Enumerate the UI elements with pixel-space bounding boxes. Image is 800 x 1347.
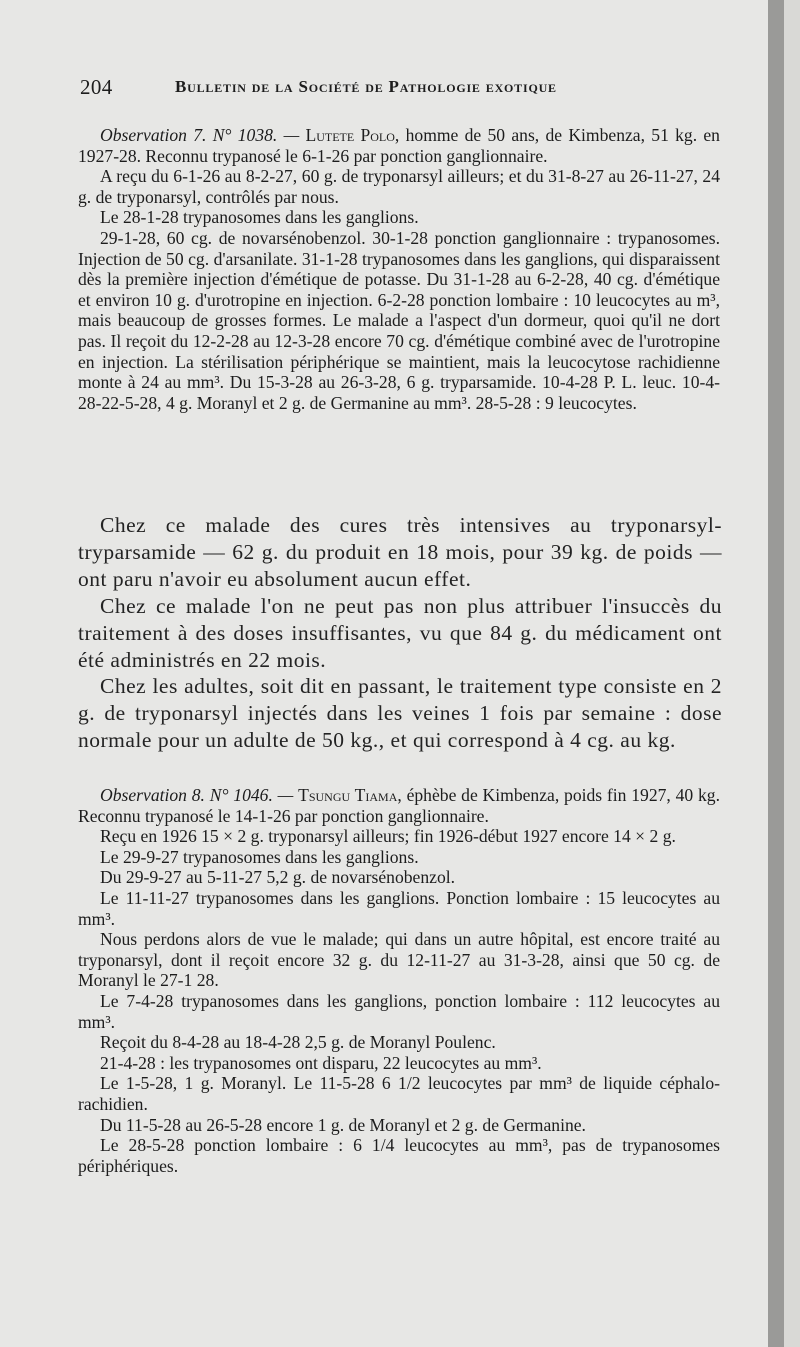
observation-7-paragraph: A reçu du 6-1-26 au 8-2-27, 60 g. de tryponarsyl ailleurs; et du 31-8-27 au 26-11-27, 24 g. de tryponarsyl, contrôlés par nous. [78,166,720,207]
observation-8-paragraph: Le 29-9-27 trypanosomes dans les ganglions. [100,846,419,867]
patient-name: Tsungu Tiama, [298,785,402,805]
observation-8 [78,785,720,1176]
page-number: 204 [80,75,113,99]
observation-7-intro-text: homme de 50 ans, de Kimbenza, 51 kg. en 1927-28. Reconnu trypanosé le 6-1-26 par ponction ganglionnaire. [78,125,720,166]
scan-edge [768,0,784,1347]
commentary-paragraph: Chez les adultes, soit dit en passant, le traitement type consiste en 2 g. de tryponarsyl injectés dans les veines 1 fois par semaine : dose normale pour un adulte de 50 kg., et qui correspond à 4 cg. au kg. [78,674,722,753]
commentary-paragraph: Chez ce malade l'on ne peut pas non plus attribuer l'insuccès du traitement à des doses insuffisantes, vu que 84 g. du médicament ont été administrés en 22 mois. [78,593,722,672]
observation-7-paragraph: Le 28-1-28 trypanosomes dans les ganglions. [100,207,419,228]
observation-7-intro [78,125,720,166]
observation-7 [78,125,720,413]
commentary [78,512,722,754]
commentary-paragraph: Chez ce malade des cures très intensives au tryponarsyl-tryparsamide — 62 g. du produit en 18 mois, pour 39 kg. de poids — ont paru n'avoir eu absolument aucun effet. [78,513,722,591]
patient-name: Lutete Polo, [305,125,400,145]
observation-8-intro-text: éphèbe de Kimbenza, poids fin 1927, 40 kg. Reconnu trypanosé le 14-1-26 par ponction ganglionnaire. [78,785,720,826]
observation-8-paragraph: Reçu en 1926 15 × 2 g. tryponarsyl ailleurs; fin 1926-début 1927 encore 14 × 2 g. [100,826,676,847]
observation-8-paragraph: Le 28-5-28 ponction lombaire : 6 1/4 leucocytes au mm³, pas de trypanosomes périphériques. [78,1135,720,1176]
journal-title: Bulletin de la Société de Pathologie exotique [175,77,557,96]
observation-8-paragraph: Le 1-5-28, 1 g. Moranyl. Le 11-5-28 6 1/2 leucocytes par mm³ de liquide céphalo-rachidien. [78,1073,720,1114]
observation-8-intro [78,785,720,826]
observation-7-label: Observation 7. N° 1038. — [100,125,300,145]
observation-8-paragraph: Le 7-4-28 trypanosomes dans les ganglions, ponction lombaire : 112 leucocytes au mm³. [78,990,720,1032]
observation-8-label: Observation 8. N° 1046. — [100,785,294,805]
observation-8-paragraph: Le 11-11-27 trypanosomes dans les ganglions. Ponction lombaire : 15 leucocytes au mm³. [78,887,720,929]
observation-8-paragraph: Du 11-5-28 au 26-5-28 encore 1 g. de Moranyl et 2 g. de Germanine. [100,1114,586,1135]
observation-8-paragraph: Nous perdons alors de vue le malade; qui dans un autre hôpital, est encore traité au tryponarsyl, dont il reçoit encore 32 g. du 12-11-27 au 31-3-28, ainsi que 50 cg. de Moranyl le 27-1 28. [78,929,720,991]
observation-7-paragraph: 29-1-28, 60 cg. de novarsénobenzol. 30-1-28 ponction ganglionnaire : trypanosomes. Injection de 50 cg. d'arsanilate. 31-1-28 trypanosomes dans les ganglions, qui disparaissent dès la première injection d'émétique de potasse. Du 31-1-28 au 6-2-28, 40 cg. d'émétique et environ 10 g. d'urotropine en injection. 6-2-28 ponction lombaire : 10 leucocytes au m³, mais beaucoup de grosses formes. Le malade a l'aspect d'un dormeur, quoi qu'il ne dort pas. Il reçoit du 12-2-28 au 12-3-28 encore 70 cg. d'émétique combiné avec de l'urotropine en injection. La stérilisation périphérique se maintient, mais la leucocytose rachidienne monte à 24 au mm³. Du 15-3-28 au 26-3-28, 6 g. tryparsamide. 10-4-28 P. L. leuc. 10-4-28-22-5-28, 4 g. Moranyl et 2 g. de Germanine au mm³. 28-5-28 : 9 leucocytes. [78,227,720,413]
observation-8-paragraph: Reçoit du 8-4-28 au 18-4-28 2,5 g. de Moranyl Poulenc. [100,1032,496,1053]
observation-8-paragraph: Du 29-9-27 au 5-11-27 5,2 g. de novarsénobenzol. [100,867,456,888]
observation-8-paragraph: 21-4-28 : les trypanosomes ont disparu, 22 leucocytes au mm³. [100,1052,542,1073]
